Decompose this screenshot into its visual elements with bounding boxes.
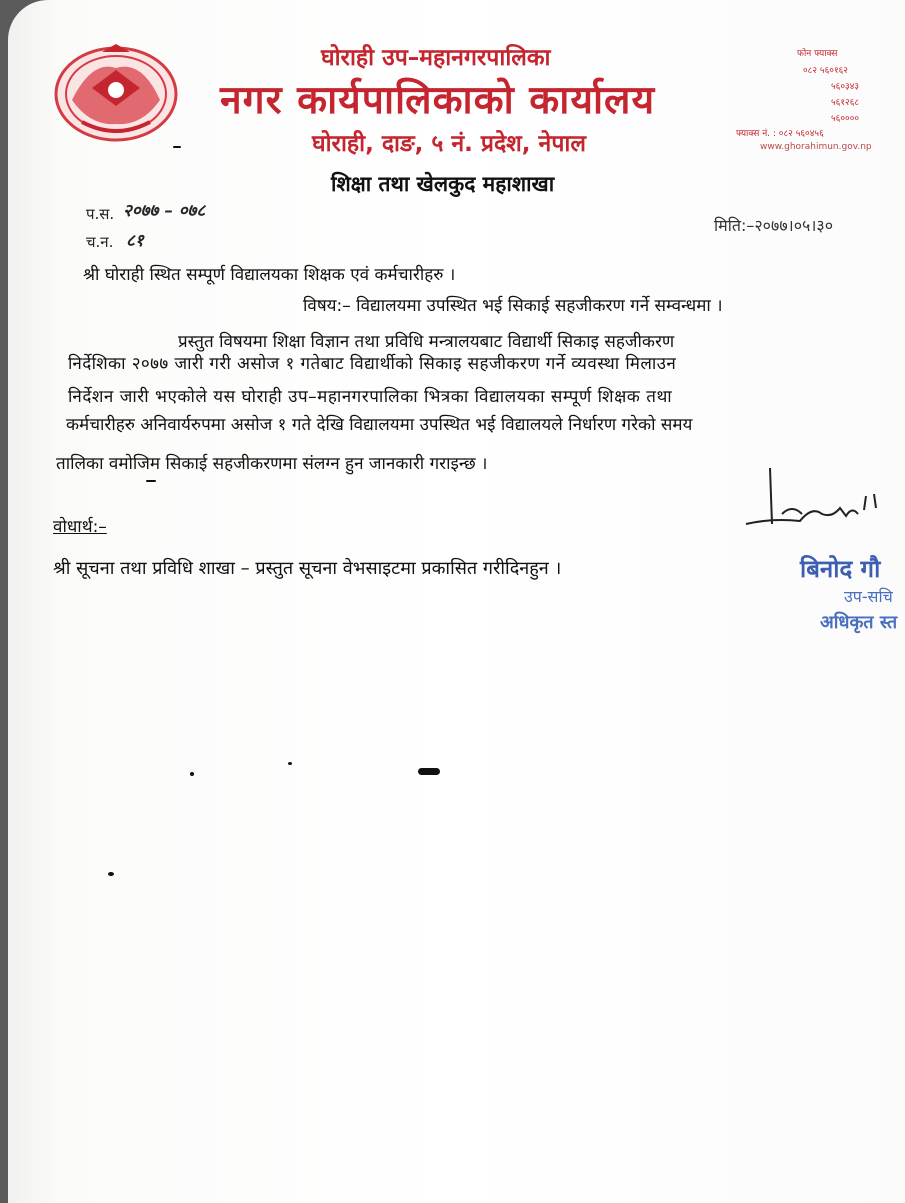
signatory-name: बिनोद गौ [800,555,881,583]
ink-speck [146,480,156,482]
body-line: प्रस्तुत विषयमा शिक्षा विज्ञान तथा प्रविधि मन्त्रालयबाट विद्यार्थी सिकाइ सहजीकरण [178,332,675,352]
cc-label: वोधार्थ:– [53,517,107,537]
phone-number: ५६०००० [831,114,860,124]
reference-ps-value: २०७७ – ०७८ [123,201,206,221]
body-line: निर्देशन जारी भएकोले यस घोराही उप–महानगरपालिका भित्रका विद्यालयका सम्पूर्ण शिक्षक तथा [68,387,673,407]
website-url: www.ghorahimun.gov.np [760,142,872,152]
reference-ps-label: प.स. [86,205,115,223]
ink-speck [418,768,440,775]
addressee: श्री घोराही स्थित सम्पूर्ण विद्यालयका शिक्षक एवं कर्मचारीहरु । [83,265,456,285]
phone-number: ०८२ ५६०१६२ [803,66,848,76]
reference-cn-label: च.न. [86,233,114,251]
ink-speck [108,872,114,876]
office-address: घोराही, दाङ, ५ नं. प्रदेश, नेपाल [312,131,586,157]
ink-speck [190,772,194,776]
phone-number: ५६१२६८ [831,98,860,108]
reference-cn-value: ८१ [126,231,144,251]
body-line: निर्देशिका २०७७ जारी गरी असोज १ गतेबाट विद्यार्थीको सिकाइ सहजीकरण गर्ने व्यवस्था मिलाउन [68,354,677,374]
cc-recipient: श्री सूचना तथा प्रविधि शाखा – प्रस्तुत सूचना वेभसाइटमा प्रकासित गरीदिनहुन । [53,558,562,579]
ink-speck [288,762,292,765]
phone-number: ५६०३४३ [831,82,860,92]
office-title: नगर कार्यपालिकाको कार्यालय [220,78,656,123]
municipality-name: घोराही उप–महानगरपालिका [321,45,551,71]
contact-label: फोन फ्याक्स [797,49,838,59]
subject-line: विषय:– विद्यालयमा उपस्थित भई सिकाई सहजीकरण गर्ने सम्वन्धमा । [303,296,723,316]
signatory-role: अधिकृत स्त [820,612,898,633]
nepal-emblem-icon [52,40,180,144]
body-line: तालिका वमोजिम सिकाई सहजीकरणमा संलग्न हुन जानकारी गराइन्छ । [56,454,488,474]
signatory-title: उप-सचि [844,587,893,606]
department-title: शिक्षा तथा खेलकुद महाशाखा [331,172,555,196]
letter-page [8,0,905,1203]
letter-date: मिति:–२०७७।०५।३० [714,216,834,235]
signature-icon [742,466,892,536]
fax-number: फ्याक्स नं. : ०८२ ५६०४५६ [736,129,824,139]
body-line: कर्मचारीहरु अनिवार्यरुपमा असोज १ गते देखि विद्यालयमा उपस्थित भई विद्यालयले निर्धारण गरेको समय [66,415,693,435]
ink-speck [173,146,181,148]
